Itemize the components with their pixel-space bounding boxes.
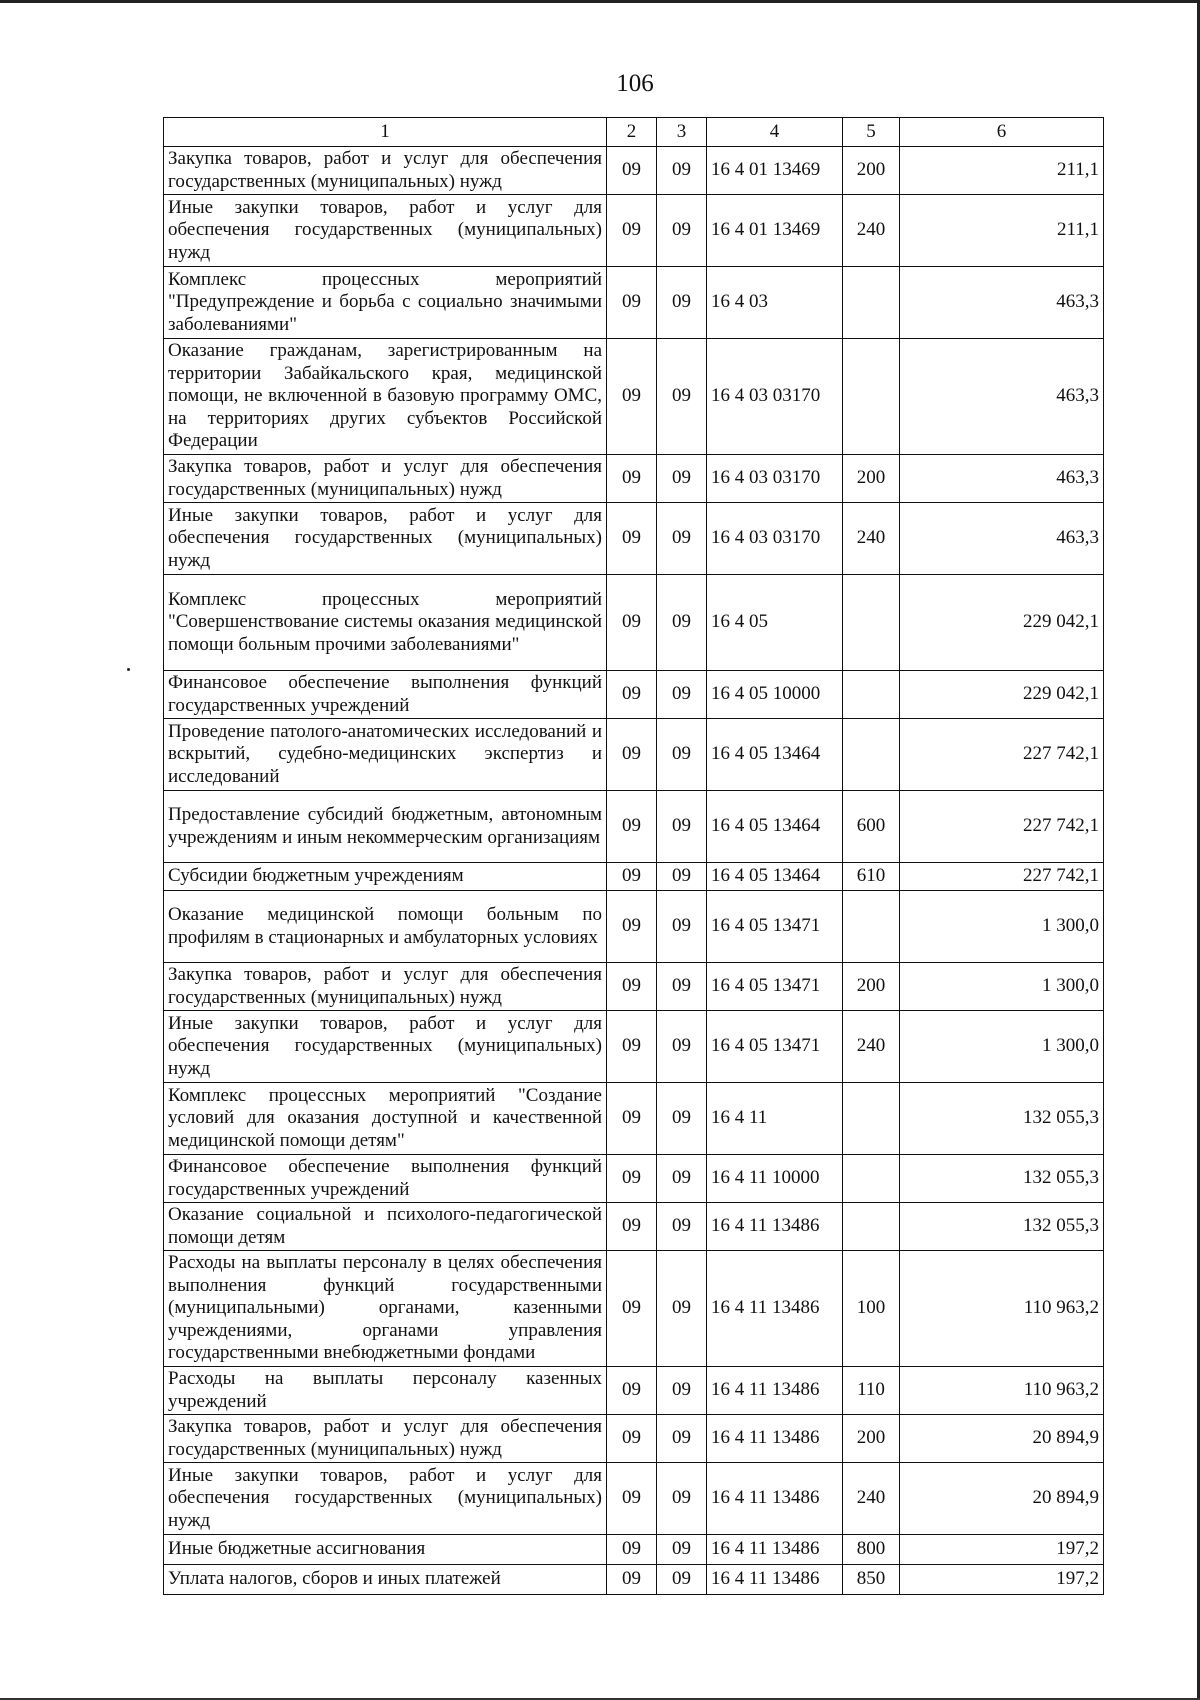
header-cell: 2: [607, 118, 657, 147]
row-name-cell: Иные закупки товаров, работ и услуг для обеспечения государственных (муниципальных) нужд: [164, 195, 607, 267]
row-target-code-cell: 16 4 05 10000: [707, 671, 843, 719]
table-row: [164, 1415, 1104, 1463]
row-subsection-cell: 09: [657, 863, 707, 891]
row-name-cell: Комплекс процессных мероприятий "Создание условий для оказания доступной и качественной медицинской помощи детям": [164, 1083, 607, 1155]
row-section-cell: 09: [607, 891, 657, 963]
table-header-row: [164, 118, 1104, 147]
row-amount-cell: 1 300,0: [900, 891, 1104, 963]
row-target-code-cell: 16 4 11 10000: [707, 1155, 843, 1203]
header-cell: 4: [707, 118, 843, 147]
row-subsection-cell: 09: [657, 1367, 707, 1415]
row-expense-type-cell: [843, 339, 900, 455]
row-section-cell: 09: [607, 503, 657, 575]
row-section-cell: 09: [607, 791, 657, 863]
row-section-cell: 09: [607, 719, 657, 791]
row-name-cell: Комплекс процессных мероприятий "Совершенствование системы оказания медицинской помощи больным прочими заболеваниями": [164, 575, 607, 671]
row-name-cell: Расходы на выплаты персоналу в целях обеспечения выполнения функций государственными (муниципальными) органами, казенными учреждениями, органами управления государственными внебюджетными фондами: [164, 1251, 607, 1367]
row-expense-type-cell: 600: [843, 791, 900, 863]
row-expense-type-cell: 800: [843, 1535, 900, 1565]
table-row: [164, 1251, 1104, 1367]
header-cell: 5: [843, 118, 900, 147]
table-row: [164, 1463, 1104, 1535]
row-name-cell: Проведение патолого-анатомических исследований и вскрытий, судебно-медицинских экспертиз и исследований: [164, 719, 607, 791]
row-subsection-cell: 09: [657, 963, 707, 1011]
row-subsection-cell: 09: [657, 575, 707, 671]
table-body: [164, 147, 1104, 1595]
row-name-cell: Уплата налогов, сборов и иных платежей: [164, 1565, 607, 1595]
row-subsection-cell: 09: [657, 1565, 707, 1595]
row-amount-cell: 110 963,2: [900, 1251, 1104, 1367]
row-expense-type-cell: 100: [843, 1251, 900, 1367]
row-section-cell: 09: [607, 671, 657, 719]
row-expense-type-cell: 240: [843, 503, 900, 575]
table-row: [164, 1083, 1104, 1155]
row-section-cell: 09: [607, 1011, 657, 1083]
table-row: [164, 671, 1104, 719]
row-expense-type-cell: [843, 719, 900, 791]
row-subsection-cell: 09: [657, 791, 707, 863]
row-amount-cell: 132 055,3: [900, 1155, 1104, 1203]
row-section-cell: 09: [607, 1155, 657, 1203]
row-amount-cell: 132 055,3: [900, 1203, 1104, 1251]
table-row: [164, 719, 1104, 791]
row-expense-type-cell: [843, 575, 900, 671]
scan-speck: [127, 668, 130, 671]
row-amount-cell: 1 300,0: [900, 963, 1104, 1011]
table-row: [164, 575, 1104, 671]
row-name-cell: Предоставление субсидий бюджетным, автономным учреждениям и иным некоммерческим организациям: [164, 791, 607, 863]
row-target-code-cell: 16 4 11 13486: [707, 1203, 843, 1251]
row-amount-cell: 463,3: [900, 455, 1104, 503]
row-expense-type-cell: [843, 1203, 900, 1251]
table-row: [164, 891, 1104, 963]
row-expense-type-cell: 240: [843, 1011, 900, 1083]
row-expense-type-cell: 200: [843, 963, 900, 1011]
row-amount-cell: 1 300,0: [900, 1011, 1104, 1083]
row-expense-type-cell: 240: [843, 1463, 900, 1535]
row-section-cell: 09: [607, 863, 657, 891]
row-subsection-cell: 09: [657, 195, 707, 267]
table-row: [164, 1011, 1104, 1083]
row-target-code-cell: 16 4 01 13469: [707, 147, 843, 195]
row-subsection-cell: 09: [657, 267, 707, 339]
row-subsection-cell: 09: [657, 1083, 707, 1155]
row-amount-cell: 197,2: [900, 1535, 1104, 1565]
row-section-cell: 09: [607, 963, 657, 1011]
row-amount-cell: 110 963,2: [900, 1367, 1104, 1415]
row-amount-cell: 229 042,1: [900, 575, 1104, 671]
table-row: [164, 1367, 1104, 1415]
row-expense-type-cell: 850: [843, 1565, 900, 1595]
table-row: [164, 863, 1104, 891]
row-name-cell: Закупка товаров, работ и услуг для обеспечения государственных (муниципальных) нужд: [164, 1415, 607, 1463]
row-target-code-cell: 16 4 11 13486: [707, 1415, 843, 1463]
row-expense-type-cell: 110: [843, 1367, 900, 1415]
row-subsection-cell: 09: [657, 1155, 707, 1203]
row-amount-cell: 20 894,9: [900, 1463, 1104, 1535]
row-subsection-cell: 09: [657, 1203, 707, 1251]
table-row: [164, 1155, 1104, 1203]
row-subsection-cell: 09: [657, 891, 707, 963]
row-target-code-cell: 16 4 05 13464: [707, 863, 843, 891]
row-target-code-cell: 16 4 03 03170: [707, 455, 843, 503]
row-expense-type-cell: 240: [843, 195, 900, 267]
row-section-cell: 09: [607, 195, 657, 267]
table-row: [164, 147, 1104, 195]
row-subsection-cell: 09: [657, 1011, 707, 1083]
row-expense-type-cell: [843, 1083, 900, 1155]
row-section-cell: 09: [607, 1083, 657, 1155]
row-amount-cell: 229 042,1: [900, 671, 1104, 719]
row-amount-cell: 463,3: [900, 267, 1104, 339]
row-target-code-cell: 16 4 03 03170: [707, 503, 843, 575]
row-target-code-cell: 16 4 01 13469: [707, 195, 843, 267]
row-section-cell: 09: [607, 575, 657, 671]
row-name-cell: Финансовое обеспечение выполнения функций государственных учреждений: [164, 1155, 607, 1203]
row-target-code-cell: 16 4 11 13486: [707, 1565, 843, 1595]
row-name-cell: Иные закупки товаров, работ и услуг для обеспечения государственных (муниципальных) нужд: [164, 503, 607, 575]
row-section-cell: 09: [607, 455, 657, 503]
header-cell: 1: [164, 118, 607, 147]
row-subsection-cell: 09: [657, 1535, 707, 1565]
table-row: [164, 1203, 1104, 1251]
row-subsection-cell: 09: [657, 455, 707, 503]
row-target-code-cell: 16 4 05 13464: [707, 719, 843, 791]
row-target-code-cell: 16 4 11 13486: [707, 1251, 843, 1367]
row-expense-type-cell: [843, 267, 900, 339]
row-section-cell: 09: [607, 339, 657, 455]
row-amount-cell: 463,3: [900, 503, 1104, 575]
row-section-cell: 09: [607, 1203, 657, 1251]
row-name-cell: Оказание медицинской помощи больным по профилям в стационарных и амбулаторных условиях: [164, 891, 607, 963]
row-subsection-cell: 09: [657, 147, 707, 195]
table-row: [164, 339, 1104, 455]
scan-edge-top: [0, 0, 1200, 3]
row-name-cell: Иные бюджетные ассигнования: [164, 1535, 607, 1565]
table-row: [164, 963, 1104, 1011]
row-amount-cell: 197,2: [900, 1565, 1104, 1595]
row-name-cell: Закупка товаров, работ и услуг для обеспечения государственных (муниципальных) нужд: [164, 963, 607, 1011]
row-target-code-cell: 16 4 05 13471: [707, 891, 843, 963]
row-subsection-cell: 09: [657, 339, 707, 455]
row-amount-cell: 211,1: [900, 147, 1104, 195]
row-expense-type-cell: 200: [843, 455, 900, 503]
row-section-cell: 09: [607, 1463, 657, 1535]
row-subsection-cell: 09: [657, 1415, 707, 1463]
row-target-code-cell: 16 4 11 13486: [707, 1463, 843, 1535]
row-section-cell: 09: [607, 1251, 657, 1367]
table-row: [164, 791, 1104, 863]
table-row: [164, 1535, 1104, 1565]
table-row: [164, 1565, 1104, 1595]
row-amount-cell: 211,1: [900, 195, 1104, 267]
row-section-cell: 09: [607, 1535, 657, 1565]
row-expense-type-cell: [843, 671, 900, 719]
table-row: [164, 195, 1104, 267]
row-name-cell: Иные закупки товаров, работ и услуг для обеспечения государственных (муниципальных) нужд: [164, 1011, 607, 1083]
row-expense-type-cell: 610: [843, 863, 900, 891]
row-amount-cell: 227 742,1: [900, 791, 1104, 863]
row-name-cell: Иные закупки товаров, работ и услуг для обеспечения государственных (муниципальных) нужд: [164, 1463, 607, 1535]
table-row: [164, 267, 1104, 339]
row-amount-cell: 132 055,3: [900, 1083, 1104, 1155]
header-cell: 3: [657, 118, 707, 147]
row-target-code-cell: 16 4 05 13471: [707, 963, 843, 1011]
row-amount-cell: 227 742,1: [900, 719, 1104, 791]
row-target-code-cell: 16 4 05: [707, 575, 843, 671]
row-target-code-cell: 16 4 03 03170: [707, 339, 843, 455]
row-expense-type-cell: [843, 1155, 900, 1203]
row-name-cell: Субсидии бюджетным учреждениям: [164, 863, 607, 891]
row-section-cell: 09: [607, 1415, 657, 1463]
row-target-code-cell: 16 4 11 13486: [707, 1535, 843, 1565]
row-section-cell: 09: [607, 1565, 657, 1595]
row-subsection-cell: 09: [657, 503, 707, 575]
row-amount-cell: 227 742,1: [900, 863, 1104, 891]
row-expense-type-cell: 200: [843, 1415, 900, 1463]
row-section-cell: 09: [607, 147, 657, 195]
table-row: [164, 503, 1104, 575]
header-cell: 6: [900, 118, 1104, 147]
row-name-cell: Закупка товаров, работ и услуг для обеспечения государственных (муниципальных) нужд: [164, 147, 607, 195]
row-section-cell: 09: [607, 1367, 657, 1415]
row-section-cell: 09: [607, 267, 657, 339]
row-subsection-cell: 09: [657, 719, 707, 791]
row-target-code-cell: 16 4 05 13471: [707, 1011, 843, 1083]
row-expense-type-cell: [843, 891, 900, 963]
row-subsection-cell: 09: [657, 671, 707, 719]
row-subsection-cell: 09: [657, 1463, 707, 1535]
row-target-code-cell: 16 4 03: [707, 267, 843, 339]
row-expense-type-cell: 200: [843, 147, 900, 195]
row-name-cell: Оказание социальной и психолого-педагогической помощи детям: [164, 1203, 607, 1251]
table-row: [164, 455, 1104, 503]
row-target-code-cell: 16 4 11: [707, 1083, 843, 1155]
row-amount-cell: 463,3: [900, 339, 1104, 455]
row-name-cell: Комплекс процессных мероприятий "Предупреждение и борьба с социально значимыми заболеваниями": [164, 267, 607, 339]
row-name-cell: Расходы на выплаты персоналу казенных учреждений: [164, 1367, 607, 1415]
row-target-code-cell: 16 4 11 13486: [707, 1367, 843, 1415]
budget-table: [163, 117, 1104, 1595]
row-name-cell: Оказание гражданам, зарегистрированным на территории Забайкальского края, медицинской помощи, не включенной в базовую программу ОМС, на территориях других субъектов Российской Федерации: [164, 339, 607, 455]
row-name-cell: Финансовое обеспечение выполнения функций государственных учреждений: [164, 671, 607, 719]
row-target-code-cell: 16 4 05 13464: [707, 791, 843, 863]
page-number: 106: [616, 70, 654, 97]
row-amount-cell: 20 894,9: [900, 1415, 1104, 1463]
row-subsection-cell: 09: [657, 1251, 707, 1367]
row-name-cell: Закупка товаров, работ и услуг для обеспечения государственных (муниципальных) нужд: [164, 455, 607, 503]
